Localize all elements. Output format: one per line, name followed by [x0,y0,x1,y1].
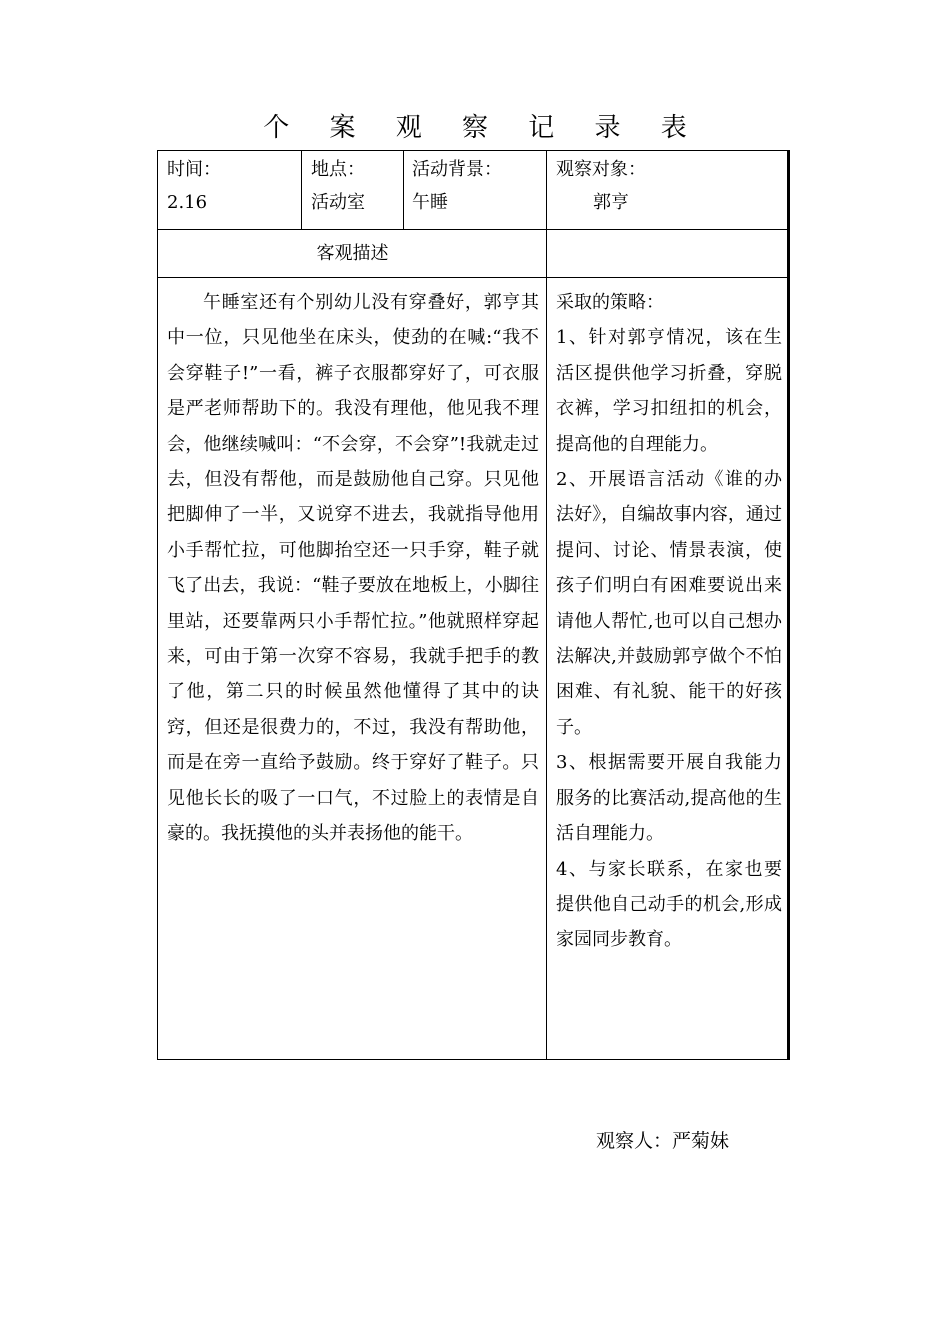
divider-heading-row [158,277,788,278]
place-label: 地点： [311,159,365,180]
place-value: 活动室 [311,192,365,213]
subject-cell [556,153,646,219]
divider-time-place [301,151,302,229]
strategy-section [556,285,782,958]
divider-right-edge [787,151,788,1059]
background-value: 午睡 [412,192,448,213]
strategy-item: 4、与家长联系，在家也要提供他自己动手的机会,形成家园同步教育。 [556,858,782,951]
background-cell [412,153,502,219]
observation-table [157,150,790,1060]
strategy-item: 2、开展语言活动《谁的办法好》，自编故事内容，通过提问、讨论、情景表演，使孩子们明白有困难要说出来请他人帮忙,也可以自己想办法解决,并鼓励郭亨做个不怕困难、有礼貌、能干的好孩子。 [556,469,782,738]
page-title: 个 案 观 察 记 录 表 [263,113,703,143]
time-label: 时间： [167,159,221,180]
place-cell [311,153,365,219]
subject-label: 观察对象： [556,159,646,180]
subject-value: 郭亨 [593,192,629,213]
divider-main-column [546,151,547,1059]
divider-place-background [403,151,404,229]
strategy-item: 1、针对郭亨情况，该在生活区提供他学习折叠，穿脱衣裤，学习扣纽扣的机会，提高他的自理能力。 [556,327,782,455]
strategy-item: 3、根据需要开展自我能力服务的比赛活动,提高他的生活自理能力。 [556,752,782,845]
strategy-title: 采取的策略： [556,292,664,313]
time-value: 2.16 [167,192,208,213]
background-label: 活动背景： [412,159,502,180]
time-cell [167,153,221,219]
objective-description: 午睡室还有个别幼儿没有穿叠好，郭亨其中一位，只见他坐在床头，使劲的在喊:“我不会穿鞋子!”一看，裤子衣服都穿好了，可衣服是严老师帮助下的。我没有理他，他见我不理会，他继续喊叫：“不会穿，不会穿”!我就走过去，但没有帮他，而是鼓励他自己穿。只见他把脚伸了一半，又说穿不进去，我就指导他用小手帮忙拉，可他脚抬空还一只手穿，鞋子就飞了出去，我说：“鞋子要放在地板上，小脚往里站，还要靠两只小手帮忙拉。”他就照样穿起来，可由于第一次穿不容易，我就手把手的教了他，第二只的时候虽然他懂得了其中的诀窍，但还是很费力的，不过，我没有帮助他，而是在旁一直给予鼓励。终于穿好了鞋子。只见他长长的吸了一口气，不过脸上的表情是自豪的。我抚摸他的头并表扬他的能干。 [167,292,539,845]
observer-signature: 观察人：严菊妹 [596,1130,730,1152]
section-heading: 客观描述 [316,243,389,264]
